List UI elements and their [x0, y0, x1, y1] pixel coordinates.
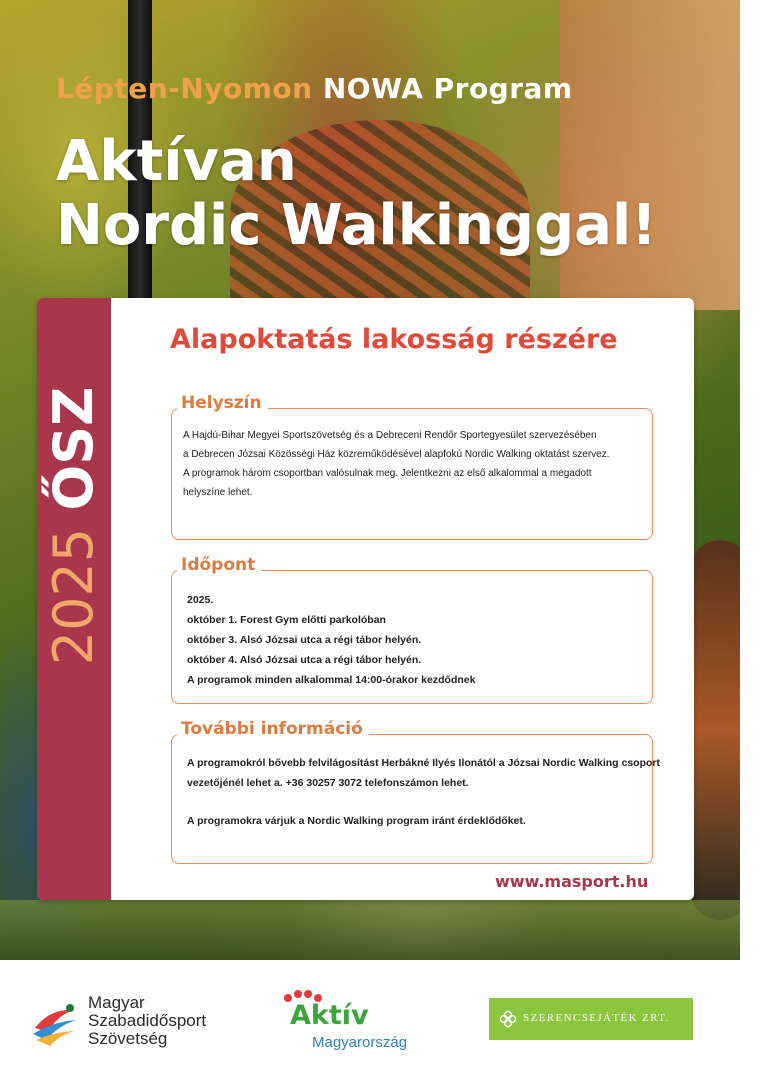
masz-logo-text — [88, 994, 206, 1048]
clover-icon — [499, 1010, 517, 1028]
location-line: A Hajdú-Bihar Megyei Sportszövetség és a Debreceni Rendőr Sportegyesület szervezésében — [183, 430, 597, 441]
aktiv-sub: Magyarország — [312, 1034, 408, 1051]
season-name: ŐSZ — [42, 386, 105, 511]
masz-logo — [30, 990, 230, 1060]
info-panel — [37, 298, 694, 900]
time-line: 2025. — [187, 594, 214, 606]
title-line2: Nordic Walkinggal! — [56, 193, 657, 258]
info-line: A programokról bővebb felvilágosítást Herbákné Ilyés Ilonától a Józsai Nordic Walking csoport — [187, 757, 660, 769]
szerencsejatek-text: SZERENCSEJÁTÉK ZRT. — [523, 1012, 670, 1024]
time-line: A programok minden alkalommal 14:00-órakor kezdődnek — [187, 674, 476, 686]
program-subtitle — [56, 72, 573, 105]
aktiv-magyarorszag-logo — [282, 988, 432, 1058]
season-sidebar — [37, 298, 111, 900]
sponsor-footer — [0, 960, 768, 1085]
location-text — [183, 426, 653, 502]
grass-image — [0, 900, 740, 960]
location-line: A programok három csoportban valósulnak meg. Jelentkezni az első alkalommal a megadott — [183, 468, 592, 479]
location-line: helyszíne lehet. — [183, 487, 253, 498]
subtitle-part2: NOWA Program — [322, 72, 573, 105]
time-line: október 1. Forest Gym előtti parkolóban — [187, 614, 386, 626]
title-line1: Aktívan — [56, 129, 297, 194]
location-line: a Debrecen Józsai Közösségi Ház közreműködésével alapfokú Nordic Walking oktatást szervez. — [183, 449, 610, 460]
masz-line: Magyar — [88, 993, 145, 1012]
masz-swoosh-icon — [30, 998, 80, 1048]
season-year: 2025 — [42, 527, 105, 666]
masz-line: Szövetség — [88, 1029, 168, 1048]
poster-title — [56, 130, 657, 258]
time-line: október 4. Alsó Józsai utca a régi tábor helyén. — [187, 654, 422, 666]
time-text — [187, 590, 647, 690]
subtitle-part1: Lépten-Nyomon — [56, 72, 313, 105]
masz-line: Szabadidősport — [88, 1011, 207, 1030]
szerencsejatek-logo — [489, 998, 693, 1040]
time-line: október 3. Alsó Józsai utca a régi tábor helyén. — [187, 634, 422, 646]
info-line: A programokra várjuk a Nordic Walking program iránt érdeklődőket. — [187, 815, 526, 827]
info-title: További információ — [177, 719, 369, 739]
aktiv-name: Aktív — [290, 1000, 369, 1031]
season-label — [44, 387, 104, 666]
location-title: Helyszín — [177, 393, 268, 413]
time-title: Időpont — [177, 555, 261, 575]
info-line: vezetőjénél lehet a. +36 30257 3072 telefonszámon lehet. — [187, 777, 469, 789]
website-link[interactable]: www.masport.hu — [495, 872, 649, 891]
shoe-side-image — [690, 540, 740, 920]
info-text — [187, 753, 687, 831]
main-heading: Alapoktatás lakosság részére — [170, 324, 618, 355]
